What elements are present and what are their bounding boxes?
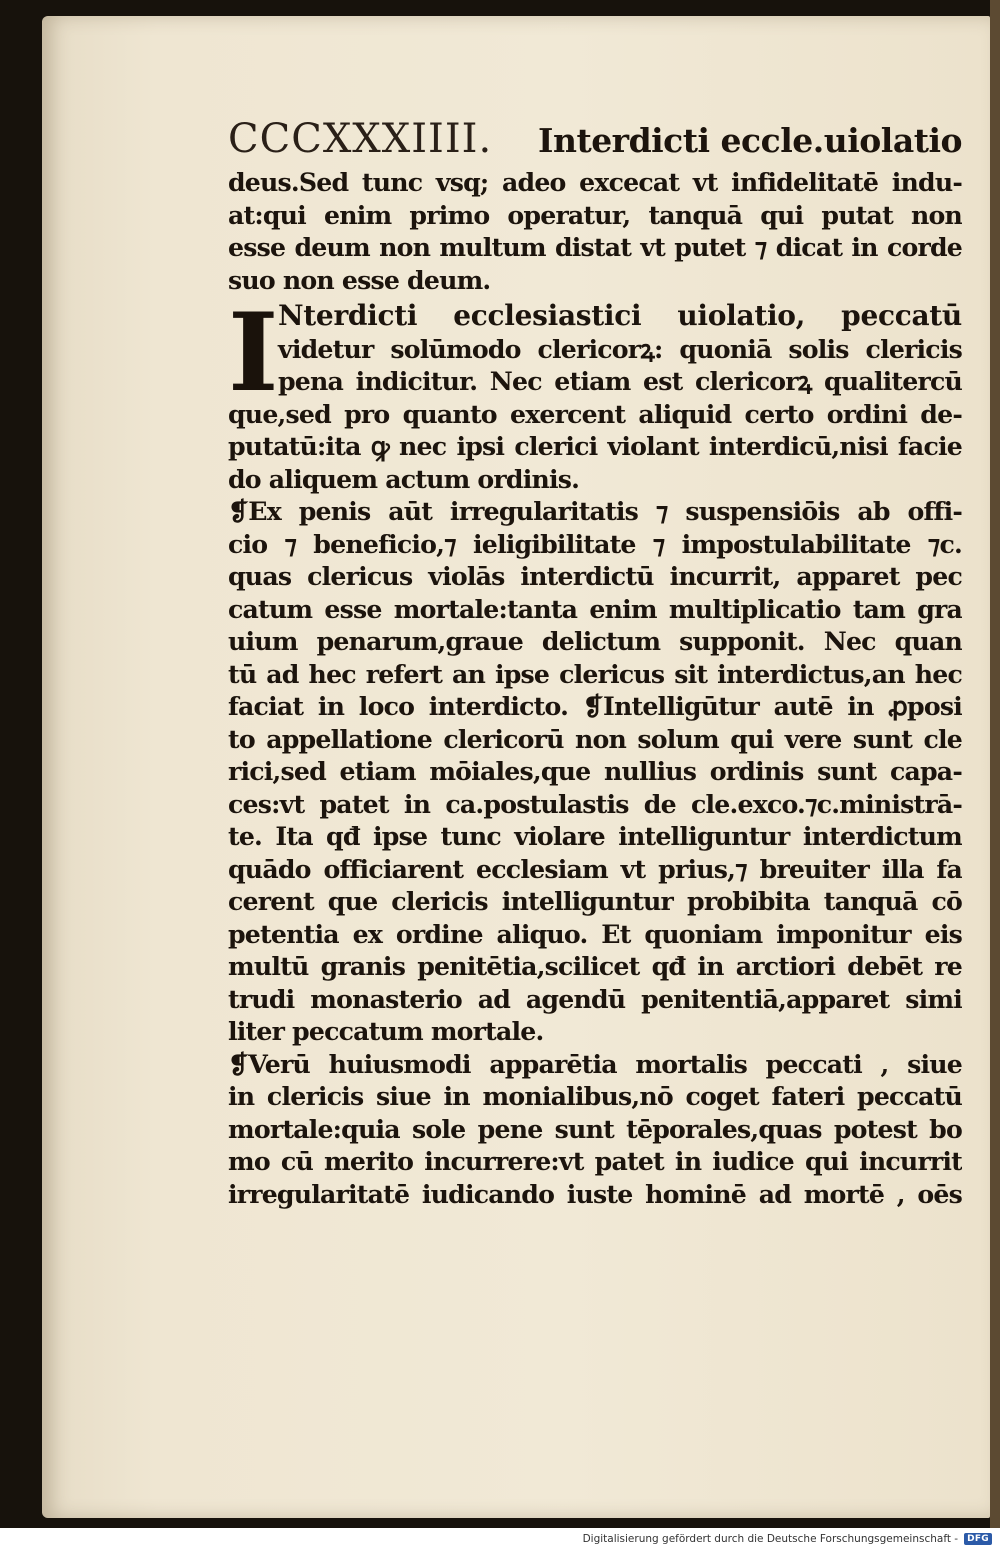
text-line: pena indicitur. Nec etiam est clericorꝝ qualitercū <box>278 366 962 396</box>
text-line: cio ⁊ beneficio,⁊ ieligibilitate ⁊ impostulabilitate ⁊c. <box>228 528 962 559</box>
text-line: mortale:quia sole pene sunt tēporales,quas potest bo <box>228 1113 962 1144</box>
text-line: suo non esse deum. <box>228 264 491 295</box>
text-line: ❡Verū huiusmodi apparētia mortalis peccati , siue <box>228 1048 962 1079</box>
initial-letter: I <box>228 290 279 416</box>
text-line: petentia ex ordine aliquo. Et quoniam imponitur eis <box>228 918 962 949</box>
text-line: ces:vt patet in ca.postulastis de cle.exco.⁊c.ministrā- <box>228 788 962 819</box>
text-line: irregularitatē iudicando iuste hominē ad mortē , oēs <box>228 1178 962 1209</box>
credit-text: Digitalisierung gefördert durch die Deutsche Forschungsgemeinschaft - <box>582 1532 959 1545</box>
paragraph-4 <box>228 1048 962 1211</box>
text-line: deus.Sed tunc vsq; adeo excecat vt infidelitatē indu- <box>228 167 962 197</box>
page-header <box>228 116 962 166</box>
text-line: Nterdicti ecclesiastici uiolatio, peccatū <box>278 300 962 332</box>
text-line: esse deum non multum distat vt putet ⁊ dicat in corde <box>228 232 962 262</box>
text-line: uium penarum,graue delictum supponit. Nec quan <box>228 626 962 656</box>
text-line: quādo officiarent ecclesiam vt prius,⁊ breuiter illa fa <box>228 853 962 884</box>
text-line: at:qui enim primo operatur, tanquā qui putat non <box>228 199 962 230</box>
paragraph-1 <box>228 166 962 296</box>
running-head: Interdicti eccle.uiolatio <box>538 121 962 160</box>
text-line: trudi monasterio ad agendū penitentiā,apparet simi <box>228 983 962 1014</box>
credit-bar <box>0 1528 1000 1549</box>
text-line: videtur solūmodo clericorꝝ: quoniā solis clericis <box>278 333 962 364</box>
text-line: quas clericus violās interdictū incurrit, apparet pec <box>228 561 962 591</box>
page-text <box>228 116 962 1210</box>
text-line: in clericis siue in monialibus,nō coget fateri peccatū <box>228 1081 962 1111</box>
text-line: catum esse mortale:tanta enim multiplicatio tam gra <box>228 593 962 624</box>
text-line: to appellatione clericorū non solum qui vere sunt cle <box>228 723 962 754</box>
text-line: rici,sed etiam mōiales,que nullius ordinis sunt capa- <box>228 756 962 786</box>
text-line: do aliquem actum ordinis. <box>228 463 580 494</box>
dfg-logo-icon: DFG <box>964 1533 992 1545</box>
folio-number: CCCXXXIIII. <box>228 116 493 162</box>
paragraph-2 <box>228 290 962 495</box>
text-line: liter peccatum mortale. <box>228 1016 544 1046</box>
text-line: ❡Ex penis aūt irregularitatis ⁊ suspensiōis ab offi- <box>228 496 962 526</box>
text-line: cerent que clericis intelliguntur probibita tanquā cō <box>228 886 962 916</box>
text-line: multū granis penitētia,scilicet qđ in arctiori debēt re <box>228 951 962 981</box>
text-line: que,sed pro quanto exercent aliquid certo ordini de- <box>228 398 962 429</box>
text-line: tū ad hec refert an ipse clericus sit interdictus,an hec <box>228 658 962 689</box>
text-line: faciat in loco interdicto. ❡Intelligūtur autē in ꝓposi <box>228 691 962 721</box>
book-edge <box>990 0 1000 1528</box>
text-line: mo cū merito incurrere:vt patet in iudice qui incurrit <box>228 1146 962 1176</box>
text-line: te. Ita qđ ipse tunc violare intelliguntur interdictum <box>228 821 962 851</box>
paragraph-3 <box>228 495 962 1048</box>
text-line: putatū:ita ꝙ nec ipsi clerici violant interdicū,nisi facie <box>228 431 962 461</box>
